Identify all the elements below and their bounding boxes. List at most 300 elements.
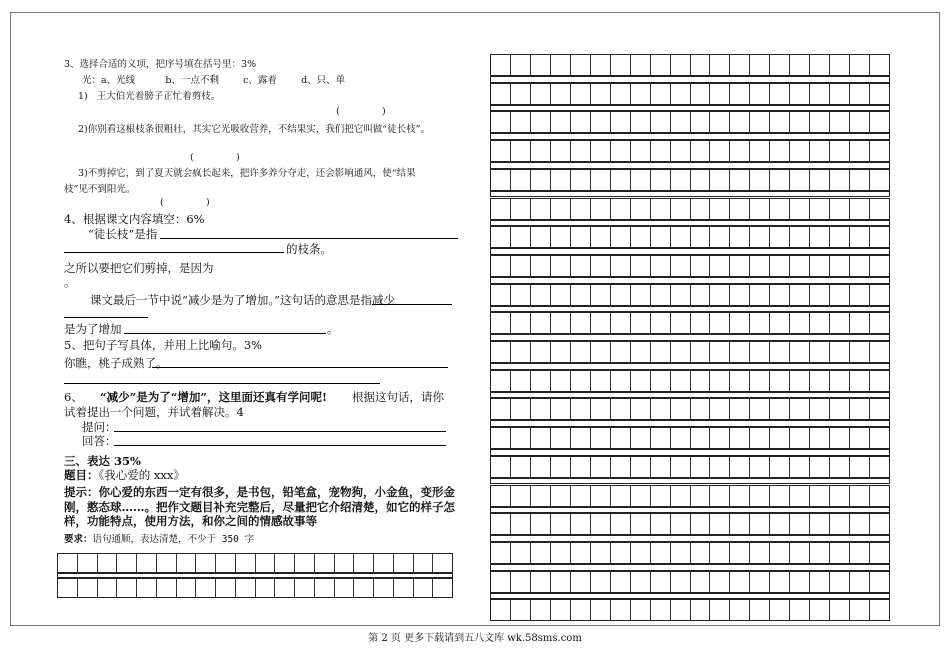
grid-cell[interactable] [531,141,551,161]
grid-cell[interactable] [770,543,790,563]
grid-cell[interactable] [710,457,730,477]
grid-cell[interactable] [770,170,790,190]
grid-cell[interactable] [98,579,118,597]
grid-cell[interactable] [631,371,651,391]
grid-cell[interactable] [730,285,750,305]
grid-cell[interactable] [790,141,810,161]
grid-cell[interactable] [830,486,850,506]
grid-cell[interactable] [770,457,790,477]
grid-cell[interactable] [591,256,611,276]
grid-cell[interactable] [531,371,551,391]
grid-cell[interactable] [611,457,631,477]
grid-cell[interactable] [414,579,434,597]
grid-cell[interactable] [830,227,850,247]
grid-cell[interactable] [354,554,374,572]
grid-cell[interactable] [631,572,651,592]
grid-cell[interactable] [491,285,511,305]
grid-cell[interactable] [750,313,770,333]
grid-cell[interactable] [810,199,830,219]
grid-cell[interactable] [850,486,870,506]
grid-cell[interactable] [551,170,571,190]
grid-cell[interactable] [691,543,711,563]
grid-cell[interactable] [531,285,551,305]
grid-row[interactable] [490,255,890,277]
grid-cell[interactable] [770,600,790,620]
grid-cell[interactable] [870,285,889,305]
grid-cell[interactable] [651,285,671,305]
grid-cell[interactable] [651,399,671,419]
grid-cell[interactable] [571,55,591,75]
grid-cell[interactable] [730,227,750,247]
grid-cell[interactable] [790,543,810,563]
grid-cell[interactable] [611,84,631,104]
grid-cell[interactable] [750,342,770,362]
grid-cell[interactable] [830,600,850,620]
grid-cell[interactable] [631,199,651,219]
grid-cell[interactable] [750,55,770,75]
grid-cell[interactable] [750,112,770,132]
grid-cell[interactable] [571,313,591,333]
grid-cell[interactable] [770,342,790,362]
q3-paren-3[interactable]: ( ) [160,197,210,208]
grid-cell[interactable] [78,579,98,597]
grid-cell[interactable] [571,227,591,247]
grid-cell[interactable] [275,554,295,572]
q5-blank-1[interactable] [152,367,448,368]
grid-cell[interactable] [651,141,671,161]
grid-cell[interactable] [531,543,551,563]
grid-cell[interactable] [511,84,531,104]
grid-cell[interactable] [750,371,770,391]
q4-blank-3[interactable] [372,304,452,305]
grid-cell[interactable] [691,572,711,592]
grid-cell[interactable] [671,55,691,75]
grid-cell[interactable] [511,600,531,620]
grid-cell[interactable] [58,554,78,572]
grid-cell[interactable] [571,399,591,419]
q4-blank-4[interactable] [64,317,148,318]
grid-cell[interactable] [491,55,511,75]
grid-cell[interactable] [631,543,651,563]
grid-cell[interactable] [591,428,611,448]
grid-cell[interactable] [491,256,511,276]
grid-cell[interactable] [710,84,730,104]
grid-cell[interactable] [137,554,157,572]
grid-row[interactable] [490,599,890,621]
grid-cell[interactable] [611,170,631,190]
grid-cell[interactable] [710,199,730,219]
grid-cell[interactable] [770,227,790,247]
grid-cell[interactable] [750,170,770,190]
grid-cell[interactable] [177,579,197,597]
grid-cell[interactable] [850,342,870,362]
grid-cell[interactable] [551,457,571,477]
grid-cell[interactable] [710,428,730,448]
grid-cell[interactable] [750,399,770,419]
grid-cell[interactable] [335,554,355,572]
grid-cell[interactable] [651,342,671,362]
grid-cell[interactable] [830,399,850,419]
grid-cell[interactable] [691,256,711,276]
grid-row[interactable] [490,198,890,220]
grid-row[interactable] [490,485,890,507]
grid-cell[interactable] [491,428,511,448]
grid-cell[interactable] [236,579,256,597]
grid-cell[interactable] [671,543,691,563]
grid-cell[interactable] [571,600,591,620]
grid-cell[interactable] [196,554,216,572]
grid-cell[interactable] [551,543,571,563]
grid-cell[interactable] [511,141,531,161]
grid-cell[interactable] [830,342,850,362]
grid-cell[interactable] [551,514,571,534]
grid-cell[interactable] [571,342,591,362]
grid-cell[interactable] [651,428,671,448]
grid-cell[interactable] [750,486,770,506]
grid-cell[interactable] [551,399,571,419]
grid-cell[interactable] [491,342,511,362]
grid-cell[interactable] [611,342,631,362]
grid-cell[interactable] [511,313,531,333]
grid-cell[interactable] [830,428,850,448]
grid-cell[interactable] [591,84,611,104]
grid-cell[interactable] [571,112,591,132]
grid-cell[interactable] [491,227,511,247]
grid-cell[interactable] [830,313,850,333]
grid-cell[interactable] [651,457,671,477]
grid-cell[interactable] [710,285,730,305]
grid-cell[interactable] [631,457,651,477]
grid-cell[interactable] [491,399,511,419]
grid-cell[interactable] [671,84,691,104]
grid-cell[interactable] [531,199,551,219]
grid-cell[interactable] [651,112,671,132]
grid-cell[interactable] [295,554,315,572]
grid-cell[interactable] [394,554,414,572]
grid-cell[interactable] [531,514,551,534]
grid-cell[interactable] [591,342,611,362]
grid-cell[interactable] [730,112,750,132]
grid-cell[interactable] [750,141,770,161]
grid-cell[interactable] [691,227,711,247]
grid-cell[interactable] [591,227,611,247]
grid-cell[interactable] [671,170,691,190]
grid-cell[interactable] [810,342,830,362]
grid-row[interactable] [490,370,890,392]
grid-cell[interactable] [611,199,631,219]
grid-cell[interactable] [551,342,571,362]
grid-cell[interactable] [611,256,631,276]
grid-cell[interactable] [830,84,850,104]
grid-cell[interactable] [531,313,551,333]
grid-cell[interactable] [531,342,551,362]
grid-cell[interactable] [611,313,631,333]
grid-cell[interactable] [531,600,551,620]
grid-cell[interactable] [98,554,118,572]
grid-cell[interactable] [631,170,651,190]
grid-cell[interactable] [551,600,571,620]
grid-cell[interactable] [850,572,870,592]
grid-cell[interactable] [830,543,850,563]
grid-cell[interactable] [810,486,830,506]
grid-cell[interactable] [830,371,850,391]
grid-cell[interactable] [671,112,691,132]
grid-cell[interactable] [611,112,631,132]
grid-cell[interactable] [730,170,750,190]
grid-cell[interactable] [631,112,651,132]
grid-cell[interactable] [810,600,830,620]
grid-cell[interactable] [830,514,850,534]
grid-cell[interactable] [631,84,651,104]
grid-cell[interactable] [710,55,730,75]
grid-cell[interactable] [850,141,870,161]
grid-cell[interactable] [870,170,889,190]
grid-cell[interactable] [631,514,651,534]
grid-cell[interactable] [491,543,511,563]
grid-cell[interactable] [830,199,850,219]
grid-cell[interactable] [651,572,671,592]
grid-cell[interactable] [790,199,810,219]
grid-cell[interactable] [850,112,870,132]
grid-cell[interactable] [591,55,611,75]
q4-blank-2[interactable] [64,252,284,253]
grid-cell[interactable] [571,170,591,190]
grid-cell[interactable] [511,285,531,305]
grid-cell[interactable] [671,486,691,506]
grid-cell[interactable] [750,227,770,247]
grid-cell[interactable] [611,572,631,592]
grid-cell[interactable] [551,428,571,448]
grid-row[interactable] [490,427,890,449]
grid-cell[interactable] [810,457,830,477]
grid-cell[interactable] [770,285,790,305]
grid-cell[interactable] [591,572,611,592]
grid-cell[interactable] [710,170,730,190]
grid-cell[interactable] [750,199,770,219]
grid-cell[interactable] [571,199,591,219]
grid-cell[interactable] [691,457,711,477]
grid-cell[interactable] [511,227,531,247]
grid-cell[interactable] [790,55,810,75]
grid-cell[interactable] [750,84,770,104]
grid-cell[interactable] [790,457,810,477]
grid-cell[interactable] [591,199,611,219]
grid-cell[interactable] [591,514,611,534]
grid-cell[interactable] [196,579,216,597]
grid-cell[interactable] [691,486,711,506]
grid-cell[interactable] [591,112,611,132]
grid-cell[interactable] [730,457,750,477]
grid-cell[interactable] [591,600,611,620]
grid-cell[interactable] [750,428,770,448]
grid-cell[interactable] [710,600,730,620]
grid-row[interactable] [490,140,890,162]
grid-cell[interactable] [671,313,691,333]
grid-cell[interactable] [870,457,889,477]
grid-cell[interactable] [850,285,870,305]
grid-cell[interactable] [790,342,810,362]
grid-cell[interactable] [810,313,830,333]
grid-cell[interactable] [354,579,374,597]
grid-row[interactable] [490,169,890,191]
grid-cell[interactable] [651,84,671,104]
grid-cell[interactable] [591,313,611,333]
grid-cell[interactable] [850,170,870,190]
grid-cell[interactable] [710,543,730,563]
grid-cell[interactable] [611,486,631,506]
grid-row[interactable] [57,578,453,598]
grid-cell[interactable] [730,371,750,391]
grid-cell[interactable] [671,399,691,419]
grid-cell[interactable] [730,428,750,448]
grid-cell[interactable] [770,399,790,419]
grid-cell[interactable] [790,313,810,333]
grid-cell[interactable] [651,600,671,620]
grid-cell[interactable] [511,428,531,448]
grid-cell[interactable] [730,256,750,276]
grid-cell[interactable] [58,579,78,597]
grid-cell[interactable] [870,256,889,276]
grid-cell[interactable] [870,227,889,247]
grid-cell[interactable] [491,457,511,477]
grid-cell[interactable] [511,514,531,534]
grid-cell[interactable] [631,55,651,75]
grid-cell[interactable] [571,572,591,592]
grid-cell[interactable] [810,428,830,448]
grid-cell[interactable] [671,342,691,362]
grid-cell[interactable] [691,428,711,448]
grid-cell[interactable] [531,170,551,190]
grid-row[interactable] [490,513,890,535]
grid-cell[interactable] [710,572,730,592]
grid-row[interactable] [490,284,890,306]
grid-cell[interactable] [810,371,830,391]
grid-cell[interactable] [850,371,870,391]
grid-cell[interactable] [850,55,870,75]
grid-cell[interactable] [770,256,790,276]
grid-cell[interactable] [710,371,730,391]
grid-cell[interactable] [491,199,511,219]
grid-cell[interactable] [177,554,197,572]
grid-cell[interactable] [870,112,889,132]
grid-cell[interactable] [730,572,750,592]
grid-cell[interactable] [790,227,810,247]
grid-cell[interactable] [531,572,551,592]
q3-paren-2[interactable]: ( ) [190,152,240,163]
grid-cell[interactable] [611,141,631,161]
grid-cell[interactable] [651,514,671,534]
grid-cell[interactable] [611,285,631,305]
grid-cell[interactable] [850,313,870,333]
grid-cell[interactable] [671,141,691,161]
grid-cell[interactable] [790,399,810,419]
grid-cell[interactable] [730,199,750,219]
grid-cell[interactable] [770,514,790,534]
grid-cell[interactable] [117,579,137,597]
grid-cell[interactable] [631,313,651,333]
grid-cell[interactable] [671,199,691,219]
grid-cell[interactable] [551,84,571,104]
grid-cell[interactable] [531,227,551,247]
grid-cell[interactable] [830,572,850,592]
grid-cell[interactable] [591,141,611,161]
grid-cell[interactable] [691,141,711,161]
grid-cell[interactable] [830,55,850,75]
grid-cell[interactable] [710,342,730,362]
grid-cell[interactable] [216,579,236,597]
grid-cell[interactable] [531,457,551,477]
grid-cell[interactable] [770,313,790,333]
grid-cell[interactable] [335,579,355,597]
grid-cell[interactable] [394,579,414,597]
grid-cell[interactable] [551,55,571,75]
grid-cell[interactable] [651,543,671,563]
grid-cell[interactable] [551,199,571,219]
grid-cell[interactable] [531,112,551,132]
grid-cell[interactable] [691,342,711,362]
grid-cell[interactable] [611,514,631,534]
grid-cell[interactable] [137,579,157,597]
grid-cell[interactable] [790,514,810,534]
grid-row[interactable] [490,54,890,76]
grid-cell[interactable] [870,371,889,391]
grid-cell[interactable] [671,428,691,448]
grid-cell[interactable] [730,55,750,75]
grid-cell[interactable] [571,514,591,534]
grid-cell[interactable] [591,486,611,506]
grid-row[interactable] [490,226,890,248]
grid-cell[interactable] [511,371,531,391]
grid-cell[interactable] [631,600,651,620]
grid-cell[interactable] [631,256,651,276]
grid-cell[interactable] [710,112,730,132]
grid-cell[interactable] [671,285,691,305]
q5-blank-2[interactable] [64,383,380,384]
grid-cell[interactable] [551,285,571,305]
grid-cell[interactable] [810,55,830,75]
grid-cell[interactable] [730,514,750,534]
grid-cell[interactable] [790,428,810,448]
grid-cell[interactable] [830,170,850,190]
grid-cell[interactable] [850,227,870,247]
grid-cell[interactable] [236,554,256,572]
grid-cell[interactable] [790,112,810,132]
grid-cell[interactable] [591,371,611,391]
grid-cell[interactable] [671,256,691,276]
grid-cell[interactable] [511,256,531,276]
q6-answer-blank[interactable] [114,445,446,446]
grid-cell[interactable] [531,55,551,75]
grid-cell[interactable] [591,170,611,190]
grid-cell[interactable] [850,543,870,563]
grid-cell[interactable] [571,486,591,506]
grid-cell[interactable] [571,285,591,305]
grid-cell[interactable] [511,486,531,506]
grid-cell[interactable] [750,514,770,534]
grid-cell[interactable] [730,399,750,419]
grid-cell[interactable] [810,514,830,534]
grid-cell[interactable] [551,112,571,132]
grid-cell[interactable] [830,285,850,305]
grid-cell[interactable] [691,55,711,75]
grid-cell[interactable] [790,84,810,104]
grid-cell[interactable] [691,285,711,305]
grid-cell[interactable] [691,84,711,104]
grid-cell[interactable] [770,428,790,448]
grid-cell[interactable] [870,486,889,506]
grid-row[interactable] [57,553,453,573]
grid-cell[interactable] [750,457,770,477]
